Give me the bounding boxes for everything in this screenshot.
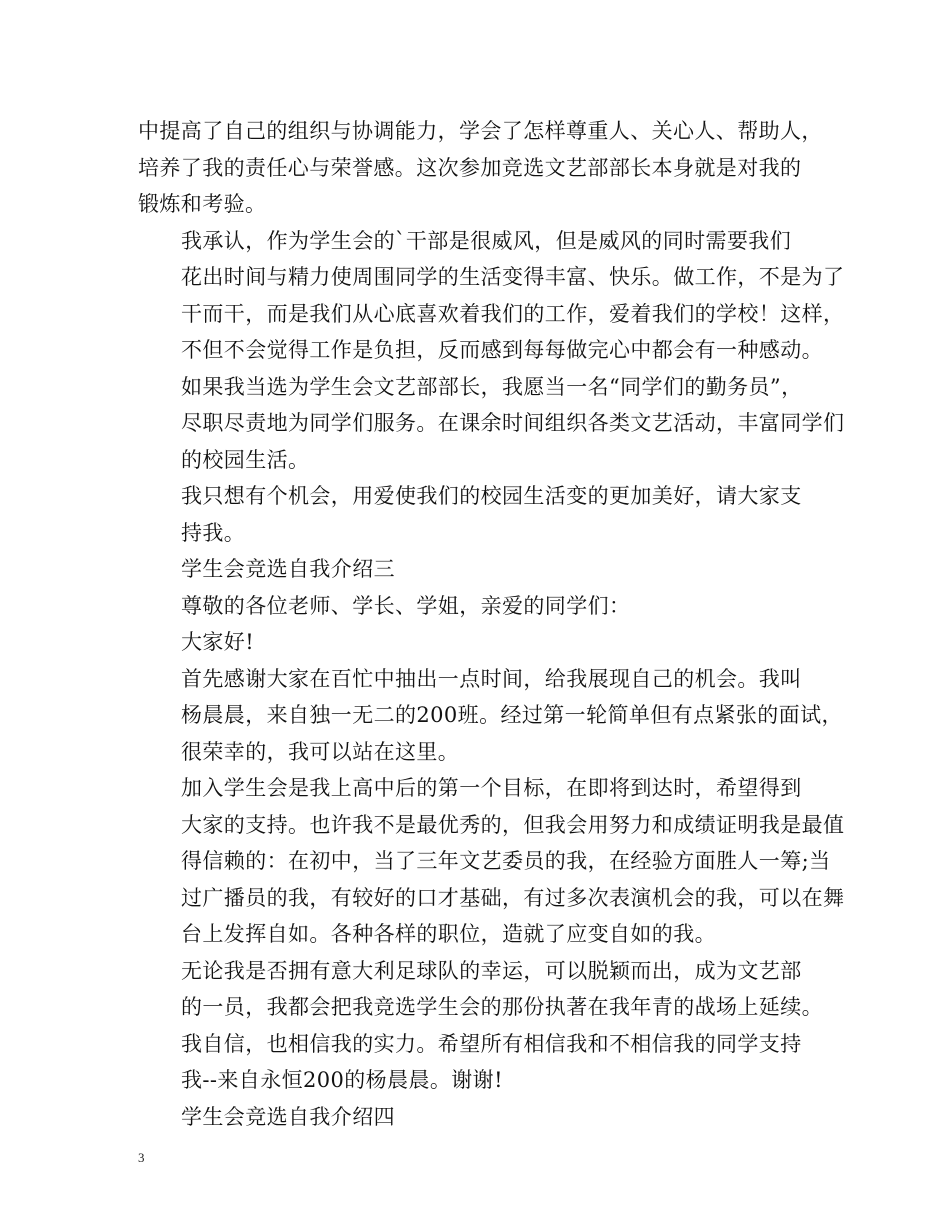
- text-line: 我只想有个机会，用爱使我们的校园生活变的更加美好，请大家支: [181, 484, 802, 508]
- paragraph: [138, 661, 843, 771]
- text-line: 的校园生活。: [181, 447, 310, 472]
- text-line: 尽职尽责地为同学们服务。在课余时间组织各类文艺活动，丰富同学们: [181, 411, 845, 435]
- text-line: 过广播员的我，有较好的口才基础，有过多次表演机会的我，可以在舞: [181, 885, 845, 910]
- text-line: 持我。: [181, 520, 246, 545]
- paragraph: [138, 953, 823, 1026]
- text-line: 如果我当选为学生会文艺部部长，我愿当一名“同学们的勤务员”，: [181, 374, 803, 399]
- paragraph: [138, 624, 818, 661]
- text-line: 首先感谢大家在百忙中抽出一点时间，给我展现自己的机会。我叫: [181, 666, 802, 691]
- text-line: 学生会竞选自我介绍四: [181, 1104, 395, 1129]
- text-line: 杨晨晨，来自独一无二的200班。经过第一轮简单但有点紧张的面试，: [181, 703, 843, 727]
- paragraph: [138, 369, 845, 479]
- text-line: 学生会竞选自我介绍三: [181, 557, 395, 581]
- text-line: 很荣幸的，我可以站在这里。: [181, 739, 460, 764]
- text-line: 不但不会觉得工作是负担，反而感到每每做完心中都会有一种感动。: [181, 338, 823, 362]
- text-line: 干而干，而是我们从心底喜欢着我们的工作，爱着我们的学校！这样，: [181, 301, 845, 326]
- text-line: 的一员，我都会把我竞选学生会的那份执著在我年青的战场上延续。: [181, 995, 823, 1019]
- paragraph: [138, 1099, 818, 1136]
- text-line: 锻炼和考验。: [138, 192, 267, 216]
- text-line: 得信赖的：在初中，当了三年文艺委员的我，在经验方面胜人一筹;当: [181, 849, 831, 873]
- paragraph: [138, 551, 818, 588]
- text-line: 中提高了自己的组织与协调能力，学会了怎样尊重人、关心人、帮助人，: [138, 119, 823, 143]
- text-line: 尊敬的各位老师、学长、学姐，亲爱的同学们：: [181, 593, 631, 618]
- paragraph: [138, 223, 845, 369]
- paragraph: [138, 478, 818, 551]
- text-line: 加入学生会是我上高中后的第一个目标，在即将到达时，希望得到: [181, 776, 802, 800]
- text-line: 花出时间与精力使周围同学的生活变得丰富、快乐。做工作，不是为了: [181, 265, 845, 289]
- text-line: 大家的支持。也许我不是最优秀的，但我会用努力和成绩证明我是最值: [181, 812, 845, 837]
- paragraph: [138, 588, 818, 625]
- text-line: 大家好!: [181, 630, 255, 654]
- paragraph: [138, 113, 823, 223]
- text-line: 培养了我的责任心与荣誉感。这次参加竞选文艺部部长本身就是对我的: [138, 155, 802, 180]
- text-line: 台上发挥自如。各种各样的职位，造就了应变自如的我。: [181, 922, 716, 946]
- text-line: 无论我是否拥有意大利足球队的幸运，可以脱颖而出，成为文艺部: [181, 958, 802, 983]
- page-number: 3: [138, 1150, 145, 1165]
- paragraph: [138, 1026, 818, 1099]
- text-line: 我--来自永恒200的杨晨晨。谢谢!: [181, 1068, 503, 1092]
- text-line: 我承认，作为学生会的`干部是很威风，但是威风的同时需要我们: [181, 228, 792, 253]
- document-body: [138, 113, 845, 1135]
- text-line: 我自信，也相信我的实力。希望所有相信我和不相信我的同学支持: [181, 1031, 802, 1056]
- paragraph: [138, 770, 845, 953]
